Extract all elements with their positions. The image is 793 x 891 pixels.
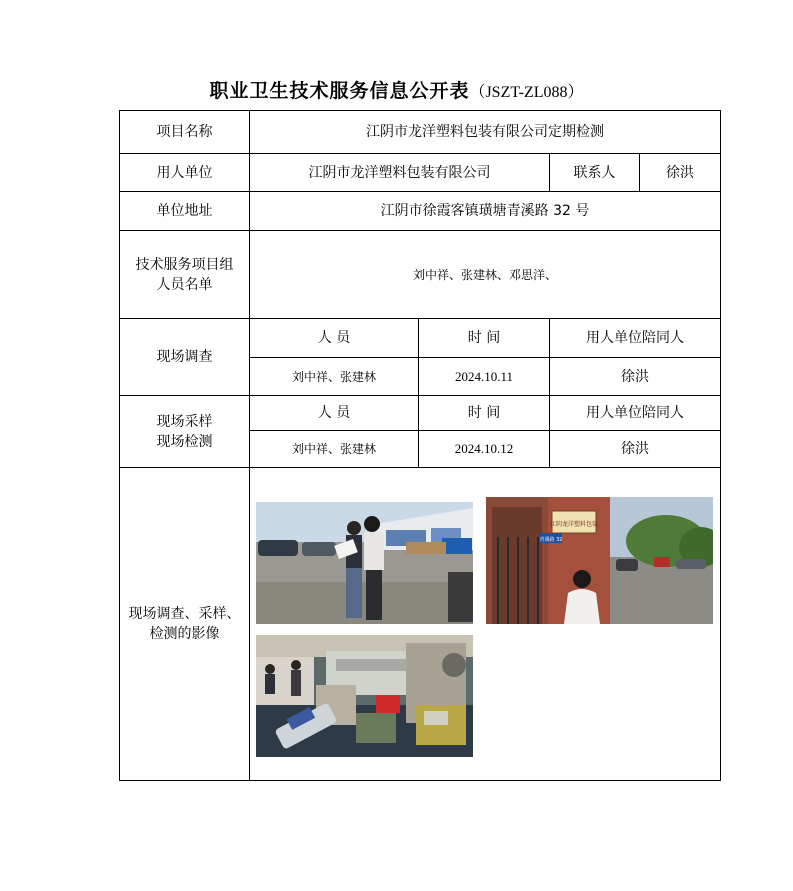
sampling-label: [120, 396, 250, 468]
survey-date: 2024.10.11: [419, 358, 550, 396]
photo-site-survey-image: [256, 502, 473, 624]
photo-site-survey: [256, 502, 473, 624]
team-label-line-2: 人员名单: [156, 276, 213, 293]
info-table: [119, 110, 721, 781]
sampling-col-staff: 人 员: [250, 396, 419, 431]
photo-company-gate: [486, 497, 713, 624]
address-value: 江阴市徐霞客镇璜塘青溪路 32 号: [250, 192, 721, 231]
images-cell: [250, 468, 721, 781]
contact-label: 联系人: [550, 154, 640, 192]
contact-value: 徐洪: [640, 154, 721, 192]
title-text: 职业卫生技术服务信息公开表: [209, 80, 470, 102]
employer-value: 江阴市龙洋塑料包装有限公司: [250, 154, 550, 192]
team-label: [120, 231, 250, 319]
employer-label: 用人单位: [120, 154, 250, 192]
images-label-line-2: 检测的影像: [149, 626, 220, 642]
sampling-label-line-2: 现场检测: [156, 433, 213, 450]
images-label: [120, 468, 250, 781]
team-value: 刘中祥、张建林、邓思洋、: [250, 231, 721, 319]
survey-label: 现场调查: [120, 319, 250, 396]
sampling-staff: 刘中祥、张建林: [250, 431, 419, 468]
form-code: （JSZT-ZL088）: [469, 84, 584, 101]
photo-indoor-inspection: [256, 635, 473, 757]
sampling-col-companion: 用人单位陪同人: [550, 396, 721, 431]
photo-area: [250, 468, 720, 780]
survey-col-time: 时 间: [419, 319, 550, 358]
sampling-date: 2024.10.12: [419, 431, 550, 468]
gate-sign-text: 江阴龙洋塑料包装: [549, 521, 599, 528]
gate-plate-text: 青溪路 32: [539, 537, 563, 543]
team-label-line-1: 技术服务项目组: [135, 256, 234, 273]
survey-col-companion: 用人单位陪同人: [550, 319, 721, 358]
page-title: [0, 76, 793, 103]
photo-indoor-inspection-image: [256, 635, 473, 757]
images-label-line-1: 现场调查、采样、: [128, 606, 241, 622]
project-name-label: 项目名称: [120, 111, 250, 154]
survey-col-staff: 人 员: [250, 319, 419, 358]
sampling-label-line-1: 现场采样: [156, 413, 213, 430]
photo-company-gate-image: [486, 497, 713, 624]
survey-staff: 刘中祥、张建林: [250, 358, 419, 396]
project-name-value: 江阴市龙洋塑料包装有限公司定期检测: [250, 111, 721, 154]
address-label: 单位地址: [120, 192, 250, 231]
sampling-companion: 徐洪: [550, 431, 721, 468]
survey-companion: 徐洪: [550, 358, 721, 396]
sampling-col-time: 时 间: [419, 396, 550, 431]
